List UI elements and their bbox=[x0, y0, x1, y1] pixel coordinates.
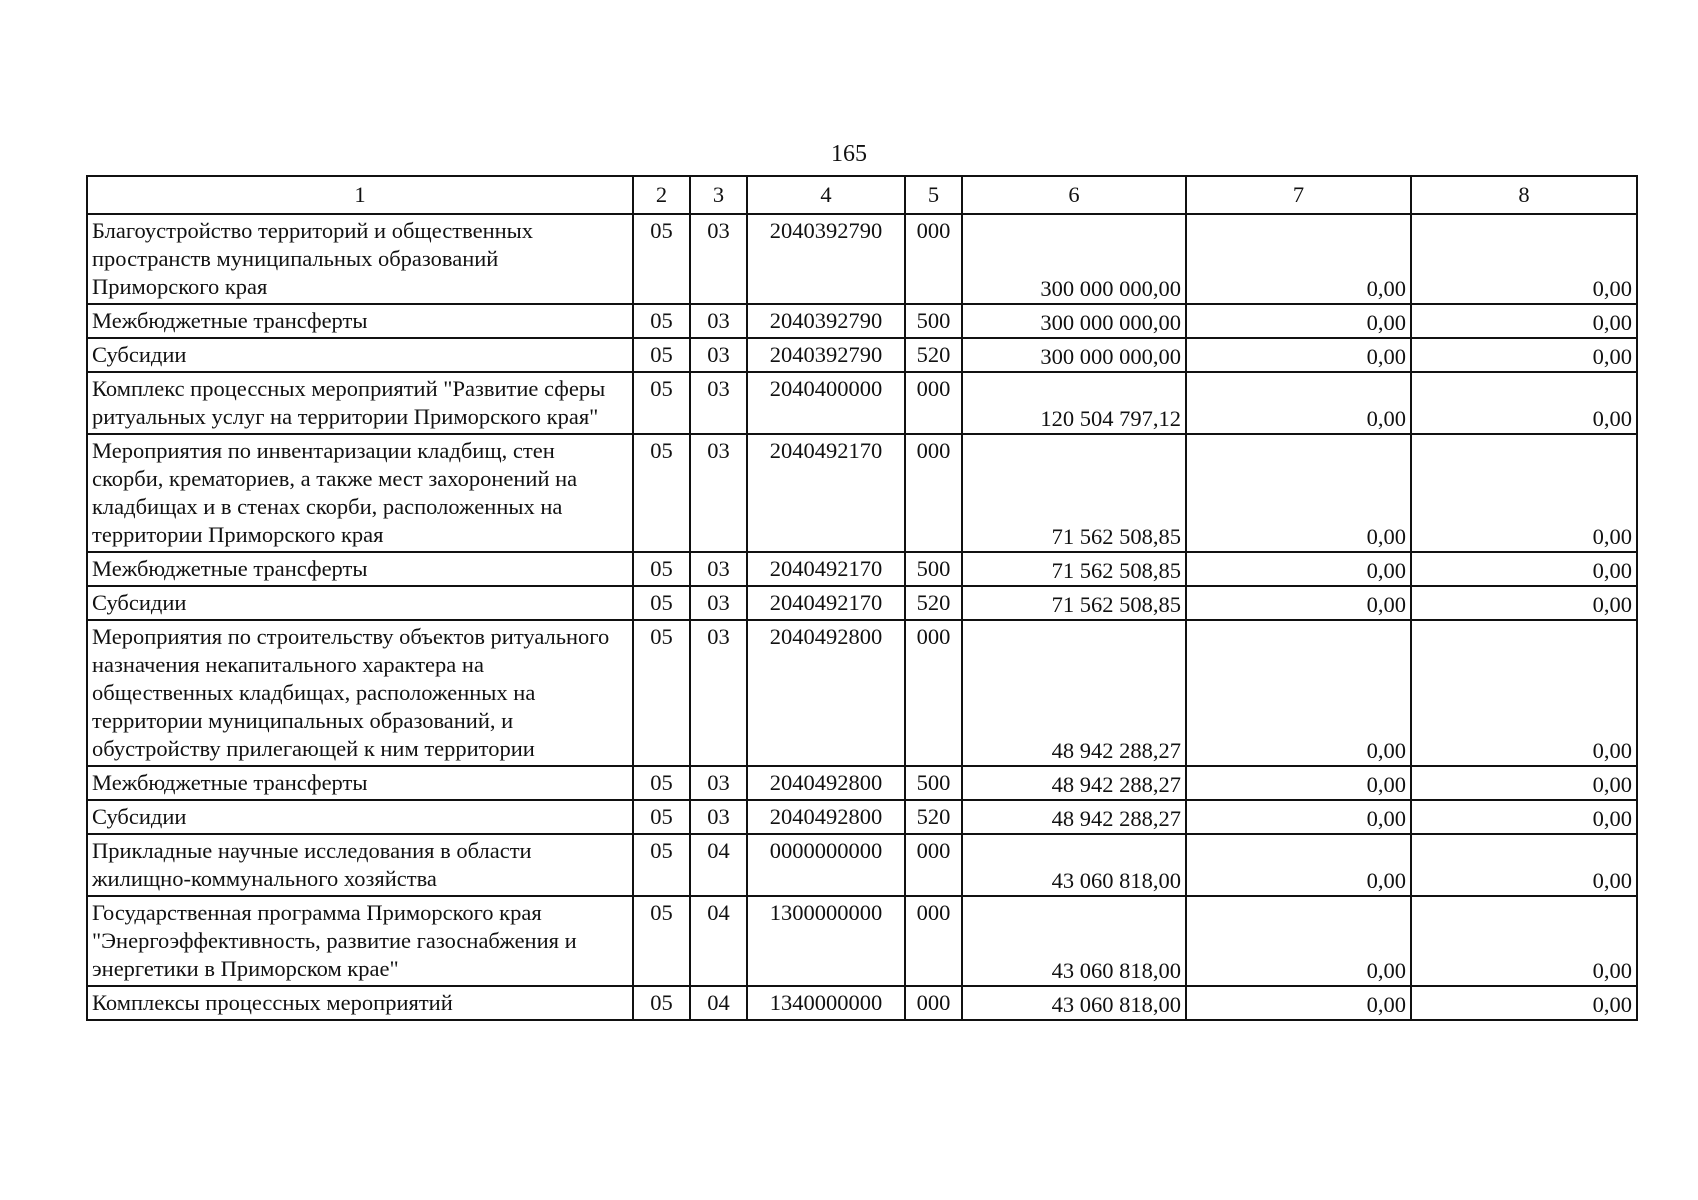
table-row bbox=[87, 552, 1637, 586]
row-subsection: 03 bbox=[690, 372, 747, 434]
row-section: 05 bbox=[633, 434, 690, 552]
row-section: 05 bbox=[633, 766, 690, 800]
row-subsection: 03 bbox=[690, 338, 747, 372]
row-target-article: 2040492170 bbox=[747, 586, 905, 620]
row-amount-col6: 120 504 797,12 bbox=[962, 372, 1186, 434]
row-target-article: 1300000000 bbox=[747, 896, 905, 986]
row-subsection: 03 bbox=[690, 304, 747, 338]
row-expense-type: 000 bbox=[905, 372, 962, 434]
row-expense-type: 520 bbox=[905, 338, 962, 372]
header-col-3: 3 bbox=[690, 176, 747, 214]
row-target-article: 2040400000 bbox=[747, 372, 905, 434]
row-amount-col7: 0,00 bbox=[1186, 338, 1411, 372]
row-amount-col6: 43 060 818,00 bbox=[962, 896, 1186, 986]
row-target-article: 2040492800 bbox=[747, 620, 905, 766]
table-row bbox=[87, 834, 1637, 896]
row-amount-col6: 300 000 000,00 bbox=[962, 338, 1186, 372]
row-section: 05 bbox=[633, 214, 690, 304]
row-section: 05 bbox=[633, 800, 690, 834]
row-target-article: 2040392790 bbox=[747, 214, 905, 304]
row-section: 05 bbox=[633, 372, 690, 434]
row-section: 05 bbox=[633, 620, 690, 766]
row-amount-col6: 48 942 288,27 bbox=[962, 800, 1186, 834]
row-amount-col8: 0,00 bbox=[1411, 986, 1637, 1020]
row-target-article: 0000000000 bbox=[747, 834, 905, 896]
header-col-2: 2 bbox=[633, 176, 690, 214]
row-amount-col8: 0,00 bbox=[1411, 434, 1637, 552]
row-amount-col6: 71 562 508,85 bbox=[962, 586, 1186, 620]
header-col-8: 8 bbox=[1411, 176, 1637, 214]
row-target-article: 2040492800 bbox=[747, 766, 905, 800]
row-expense-type: 520 bbox=[905, 800, 962, 834]
table-row bbox=[87, 372, 1637, 434]
row-section: 05 bbox=[633, 986, 690, 1020]
row-amount-col7: 0,00 bbox=[1186, 372, 1411, 434]
row-expense-type: 000 bbox=[905, 834, 962, 896]
row-name: Комплекс процессных мероприятий "Развитие сферы ритуальных услуг на территории Приморского края" bbox=[87, 372, 633, 434]
row-subsection: 04 bbox=[690, 986, 747, 1020]
row-section: 05 bbox=[633, 834, 690, 896]
row-subsection: 03 bbox=[690, 214, 747, 304]
row-amount-col8: 0,00 bbox=[1411, 586, 1637, 620]
table-row bbox=[87, 338, 1637, 372]
row-subsection: 04 bbox=[690, 896, 747, 986]
page-number: 165 bbox=[831, 141, 867, 167]
budget-table bbox=[86, 175, 1638, 1021]
row-amount-col6: 300 000 000,00 bbox=[962, 304, 1186, 338]
row-expense-type: 000 bbox=[905, 214, 962, 304]
row-amount-col8: 0,00 bbox=[1411, 338, 1637, 372]
row-amount-col8: 0,00 bbox=[1411, 552, 1637, 586]
row-name: Субсидии bbox=[87, 338, 633, 372]
row-expense-type: 500 bbox=[905, 552, 962, 586]
row-name: Комплексы процессных мероприятий bbox=[87, 986, 633, 1020]
row-name: Прикладные научные исследования в области жилищно-коммунального хозяйства bbox=[87, 834, 633, 896]
header-col-4: 4 bbox=[747, 176, 905, 214]
row-name: Субсидии bbox=[87, 800, 633, 834]
row-amount-col8: 0,00 bbox=[1411, 372, 1637, 434]
table-row bbox=[87, 986, 1637, 1020]
header-col-7: 7 bbox=[1186, 176, 1411, 214]
row-name: Субсидии bbox=[87, 586, 633, 620]
row-amount-col6: 48 942 288,27 bbox=[962, 620, 1186, 766]
row-target-article: 2040492800 bbox=[747, 800, 905, 834]
header-row bbox=[87, 176, 1637, 214]
row-section: 05 bbox=[633, 338, 690, 372]
table-row bbox=[87, 586, 1637, 620]
row-amount-col8: 0,00 bbox=[1411, 896, 1637, 986]
row-section: 05 bbox=[633, 586, 690, 620]
row-amount-col8: 0,00 bbox=[1411, 304, 1637, 338]
row-expense-type: 000 bbox=[905, 620, 962, 766]
row-amount-col6: 300 000 000,00 bbox=[962, 214, 1186, 304]
row-amount-col6: 71 562 508,85 bbox=[962, 434, 1186, 552]
row-section: 05 bbox=[633, 304, 690, 338]
row-amount-col7: 0,00 bbox=[1186, 552, 1411, 586]
row-subsection: 03 bbox=[690, 434, 747, 552]
row-name: Межбюджетные трансферты bbox=[87, 552, 633, 586]
row-amount-col7: 0,00 bbox=[1186, 766, 1411, 800]
table-row bbox=[87, 620, 1637, 766]
row-amount-col7: 0,00 bbox=[1186, 304, 1411, 338]
table-row bbox=[87, 434, 1637, 552]
row-name: Межбюджетные трансферты bbox=[87, 766, 633, 800]
table-body bbox=[87, 214, 1637, 1020]
row-name: Государственная программа Приморского края "Энергоэффективность, развитие газоснабжения и энергетики в Приморском крае" bbox=[87, 896, 633, 986]
row-amount-col7: 0,00 bbox=[1186, 834, 1411, 896]
table-row bbox=[87, 214, 1637, 304]
table-row bbox=[87, 800, 1637, 834]
row-amount-col8: 0,00 bbox=[1411, 214, 1637, 304]
row-amount-col6: 48 942 288,27 bbox=[962, 766, 1186, 800]
row-expense-type: 000 bbox=[905, 896, 962, 986]
row-amount-col8: 0,00 bbox=[1411, 834, 1637, 896]
row-subsection: 03 bbox=[690, 800, 747, 834]
row-subsection: 03 bbox=[690, 586, 747, 620]
row-target-article: 2040492170 bbox=[747, 552, 905, 586]
row-name: Благоустройство территорий и общественных пространств муниципальных образований Приморского края bbox=[87, 214, 633, 304]
header-col-5: 5 bbox=[905, 176, 962, 214]
row-name: Межбюджетные трансферты bbox=[87, 304, 633, 338]
row-expense-type: 520 bbox=[905, 586, 962, 620]
row-amount-col7: 0,00 bbox=[1186, 434, 1411, 552]
table-row bbox=[87, 304, 1637, 338]
header-col-6: 6 bbox=[962, 176, 1186, 214]
row-amount-col7: 0,00 bbox=[1186, 896, 1411, 986]
row-amount-col7: 0,00 bbox=[1186, 586, 1411, 620]
row-name: Мероприятия по строительству объектов ритуального назначения некапитального характера на общественных кладбищах, расположенных на территории муниципальных образований, и обустройству прилегающей к ним территории bbox=[87, 620, 633, 766]
row-target-article: 2040392790 bbox=[747, 338, 905, 372]
row-amount-col6: 43 060 818,00 bbox=[962, 986, 1186, 1020]
row-amount-col6: 71 562 508,85 bbox=[962, 552, 1186, 586]
row-amount-col7: 0,00 bbox=[1186, 214, 1411, 304]
row-subsection: 03 bbox=[690, 620, 747, 766]
row-expense-type: 000 bbox=[905, 986, 962, 1020]
row-section: 05 bbox=[633, 896, 690, 986]
row-target-article: 1340000000 bbox=[747, 986, 905, 1020]
row-target-article: 2040492170 bbox=[747, 434, 905, 552]
row-amount-col6: 43 060 818,00 bbox=[962, 834, 1186, 896]
row-amount-col7: 0,00 bbox=[1186, 986, 1411, 1020]
row-expense-type: 000 bbox=[905, 434, 962, 552]
table-row bbox=[87, 766, 1637, 800]
row-name: Мероприятия по инвентаризации кладбищ, стен скорби, крематориев, а также мест захоронений на кладбищах и в стенах скорби, расположенных на территории Приморского края bbox=[87, 434, 633, 552]
row-amount-col8: 0,00 bbox=[1411, 766, 1637, 800]
row-subsection: 03 bbox=[690, 766, 747, 800]
row-target-article: 2040392790 bbox=[747, 304, 905, 338]
row-amount-col7: 0,00 bbox=[1186, 620, 1411, 766]
row-section: 05 bbox=[633, 552, 690, 586]
header-col-1: 1 bbox=[87, 176, 633, 214]
row-amount-col8: 0,00 bbox=[1411, 620, 1637, 766]
row-subsection: 03 bbox=[690, 552, 747, 586]
row-expense-type: 500 bbox=[905, 304, 962, 338]
row-subsection: 04 bbox=[690, 834, 747, 896]
row-amount-col7: 0,00 bbox=[1186, 800, 1411, 834]
row-expense-type: 500 bbox=[905, 766, 962, 800]
row-amount-col8: 0,00 bbox=[1411, 800, 1637, 834]
table-row bbox=[87, 896, 1637, 986]
